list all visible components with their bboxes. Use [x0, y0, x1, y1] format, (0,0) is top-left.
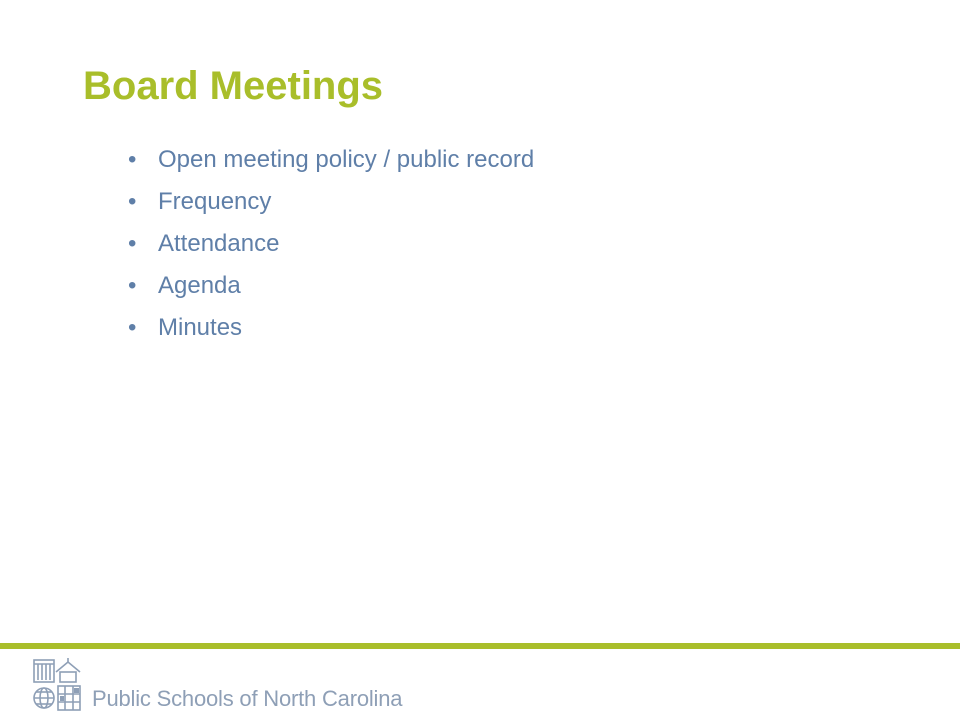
bullet-item — [128, 223, 534, 265]
footer-divider — [0, 643, 960, 649]
bullet-text: Attendance — [158, 230, 280, 257]
bullet-dot-icon: • — [128, 188, 137, 215]
bullet-list — [128, 139, 534, 349]
bullet-item — [128, 307, 534, 349]
bullet-dot-icon: • — [128, 314, 137, 341]
bullet-text: Open meeting policy / public record — [158, 146, 535, 173]
bullet-item — [128, 181, 534, 223]
bullet-text: Frequency — [158, 188, 272, 215]
bullet-dot-icon: • — [128, 272, 137, 299]
bullet-dot-icon: • — [128, 146, 137, 173]
footer-organization-name: Public Schools of North Carolina — [92, 686, 403, 711]
bullet-item — [128, 139, 534, 181]
slide-title: Board Meetings — [83, 64, 384, 108]
bullet-item — [128, 265, 534, 307]
bullet-text: Minutes — [158, 314, 243, 341]
ncdpi-building-logo-icon — [32, 658, 84, 714]
bullet-dot-icon: • — [128, 230, 137, 257]
bullet-text: Agenda — [158, 272, 241, 299]
